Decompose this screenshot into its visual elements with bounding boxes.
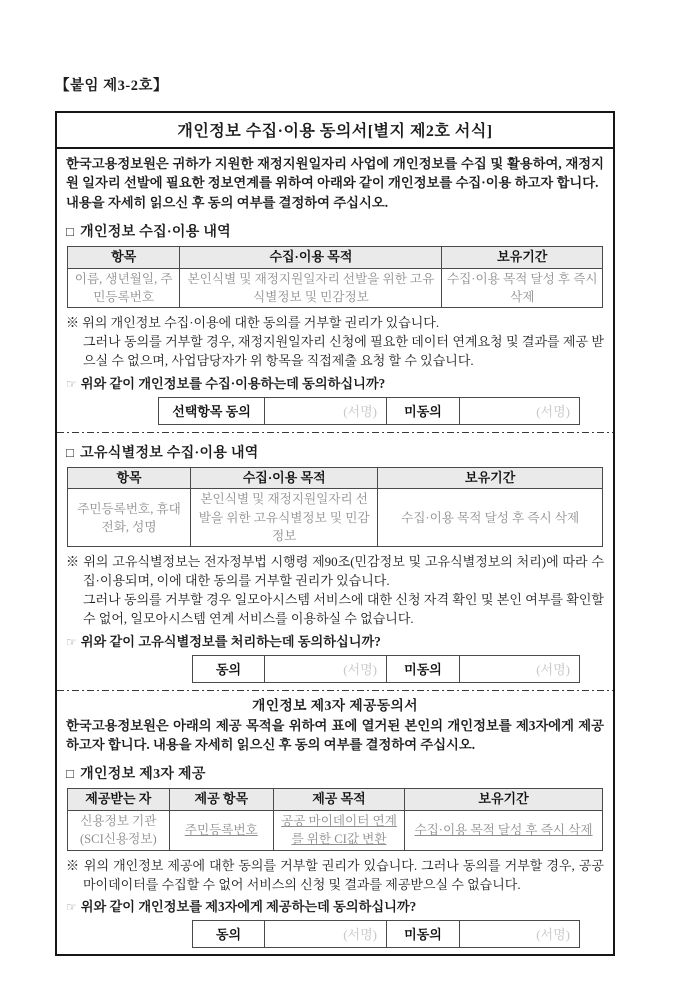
section3-subtitle: 개인정보 제3자 제공동의서	[251, 697, 418, 713]
pointer-icon: ☞	[66, 634, 77, 649]
section2-disagree-signature-field[interactable]: (서명)	[460, 655, 580, 682]
section3-agree-label: 동의	[193, 920, 265, 947]
consent-form-document	[55, 111, 615, 956]
section1-agree-signature-field[interactable]: (서명)	[265, 397, 387, 424]
section1-heading	[66, 221, 604, 241]
section1-col-item: 항목	[68, 246, 180, 268]
note-mark-icon: ※	[66, 315, 80, 331]
section2-col-item: 항목	[68, 467, 191, 489]
section1-table	[67, 246, 603, 308]
section2-cell-item: 주민등록번호, 휴대전화, 성명	[68, 489, 191, 547]
section3-question-text: 위와 같이 개인정보를 제3자에게 제공하는데 동의하십니까?	[80, 898, 417, 914]
section1-agree-label: 선택항목 동의	[159, 397, 265, 424]
form-intro-paragraph: 한국고용정보원은 귀하가 지원한 재정지원일자리 사업에 개인정보를 수집 및 활용하여, 재정지원 일자리 선발에 필요한 정보연계를 위하여 아래와 같이 개인정보를 수집·이용 하고자 합니다.	[66, 156, 604, 191]
section-divider	[57, 690, 613, 691]
section1-cell-item: 이름, 생년월일, 주민등록번호	[68, 268, 180, 308]
note-mark-icon: ※	[66, 857, 80, 873]
section2-col-retention: 보유기간	[378, 467, 603, 489]
section1-table-data-row	[68, 268, 603, 308]
section1-disagree-signature-field[interactable]: (서명)	[460, 397, 580, 424]
pointer-icon: ☞	[66, 899, 77, 914]
section2-table-data-row	[68, 489, 603, 547]
section3-table-data-row	[68, 811, 603, 851]
section2-cell-retention: 수집·이용 목적 달성 후 즉시 삭제	[378, 489, 603, 547]
checkbox-icon: □	[66, 223, 75, 239]
checkbox-icon: □	[66, 766, 75, 782]
section2-disagree-label: 미동의	[387, 655, 460, 682]
section3-col-item: 제공 항목	[169, 789, 273, 811]
section3-notes	[66, 856, 604, 894]
section3-cell-recipient: 신용정보 기관(SCI신용정보)	[68, 811, 170, 851]
section3-note	[66, 856, 604, 894]
section2-table-header-row	[68, 467, 603, 489]
section1-col-retention: 보유기간	[442, 246, 603, 268]
section2-consent-table	[192, 655, 580, 683]
section1-question	[66, 373, 604, 392]
form-intro	[66, 154, 604, 212]
attachment-label: 【붙임 제3-2호】	[55, 78, 168, 94]
section1-table-header-row	[68, 246, 603, 268]
section2-agree-label: 동의	[193, 655, 265, 682]
section-divider	[57, 432, 613, 433]
section3-heading	[66, 763, 604, 783]
section3-col-purpose: 제공 목적	[273, 789, 404, 811]
section1-disagree-label: 미동의	[387, 397, 460, 424]
section2-note-continuation: 그러나 동의를 거부할 경우 일모아시스템 서비스에 대한 신청 자격 확인 및 본인 여부를 확인할 수 없어, 일모아시스템 연계 서비스를 이용하실 수 없습니다.	[83, 592, 604, 627]
section3-note1-text: 위의 개인정보 제공에 대한 동의를 거부할 권리가 있습니다. 그러나 동의를 거부할 경우, 공공 마이데이터를 수집할 수 없어 서비스의 신청 및 결과를 제공받으실 수 없습니다.	[83, 857, 604, 892]
section1-cell-retention: 수집·이용 목적 달성 후 즉시 삭제	[442, 268, 603, 308]
section1-question-text: 위와 같이 개인정보를 수집·이용하는데 동의하십니까?	[80, 375, 386, 391]
section1-cell-purpose: 본인식별 및 재정지원일자리 선발을 위한 고유식별정보 및 민감정보	[180, 268, 442, 308]
section3-consent-row	[193, 920, 580, 947]
section2-question	[66, 631, 604, 650]
form-intro-instruction: 내용을 자세히 읽으신 후 동의 여부를 결정하여 주십시오.	[66, 194, 389, 210]
section2-question-text: 위와 같이 고유식별정보를 처리하는데 동의하십니까?	[80, 633, 381, 649]
section3-consent-table	[192, 920, 580, 948]
section2-consent-row	[193, 655, 580, 682]
section2-heading	[66, 442, 604, 462]
section3-table-header-row	[68, 789, 603, 811]
section3-disagree-signature-field[interactable]: (서명)	[460, 920, 580, 947]
checkbox-icon: □	[66, 444, 75, 460]
section3-col-retention: 보유기간	[405, 789, 603, 811]
section3-col-recipient: 제공받는 자	[68, 789, 170, 811]
section1-consent-table	[158, 397, 580, 425]
section2-heading-label: 고유식별정보 수집·이용 내역	[80, 445, 259, 461]
section2-notes	[66, 552, 604, 628]
pointer-icon: ☞	[66, 376, 77, 391]
note-mark-icon: ※	[66, 554, 80, 570]
section3-agree-signature-field[interactable]: (서명)	[265, 920, 387, 947]
section1-consent-row	[159, 397, 580, 424]
section3-table	[67, 788, 603, 850]
section2-cell-purpose: 본인식별 및 재정지원일자리 선발을 위한 고유식별정보 및 민감정보	[191, 489, 378, 547]
section3-disagree-label: 미동의	[387, 920, 460, 947]
section3-cell-item: 주민등록번호	[169, 811, 273, 851]
section1-notes	[66, 313, 604, 370]
section2-table	[67, 467, 603, 548]
section2-note	[66, 552, 604, 590]
form-title: 개인정보 수집·이용 동의서[별지 제2호 서식]	[57, 113, 613, 149]
section1-col-purpose: 수집·이용 목적	[180, 246, 442, 268]
section3-cell-purpose: 공공 마이데이터 연계를 위한 CI값 변환	[273, 811, 404, 851]
section3-intro: 한국고용정보원은 아래의 제공 목적을 위하여 표에 열거된 본인의 개인정보를 제3자에게 제공 하고자 합니다. 내용을 자세히 읽으신 후 동의 여부를 결정하여 주십시오.	[66, 717, 604, 752]
section1-note1-text: 위의 개인정보 수집·이용에 대한 동의를 거부할 권리가 있습니다.	[82, 315, 440, 331]
section1-heading-label: 개인정보 수집·이용 내역	[80, 224, 231, 240]
section2-col-purpose: 수집·이용 목적	[191, 467, 378, 489]
section2-note1-text: 위의 고유식별정보는 전자정부법 시행령 제90조(민감정보 및 고유식별정보의 처리)에 따라 수집·이용되며, 이에 대한 동의를 거부할 권리가 있습니다.	[83, 554, 604, 589]
section1-note	[66, 313, 604, 332]
section1-note-continuation: 그러나 동의를 거부할 경우, 재정지원일자리 신청에 필요한 데이터 연계요청 및 결과를 제공 받으실 수 없으며, 사업담당자가 위 항목을 직접제출 요청 할 수 있습니다.	[83, 334, 604, 369]
section3-question	[66, 896, 604, 915]
section2-agree-signature-field[interactable]: (서명)	[265, 655, 387, 682]
section3-heading-label: 개인정보 제3자 제공	[80, 767, 206, 783]
section3-cell-retention: 수집·이용 목적 달성 후 즉시 삭제	[405, 811, 603, 851]
